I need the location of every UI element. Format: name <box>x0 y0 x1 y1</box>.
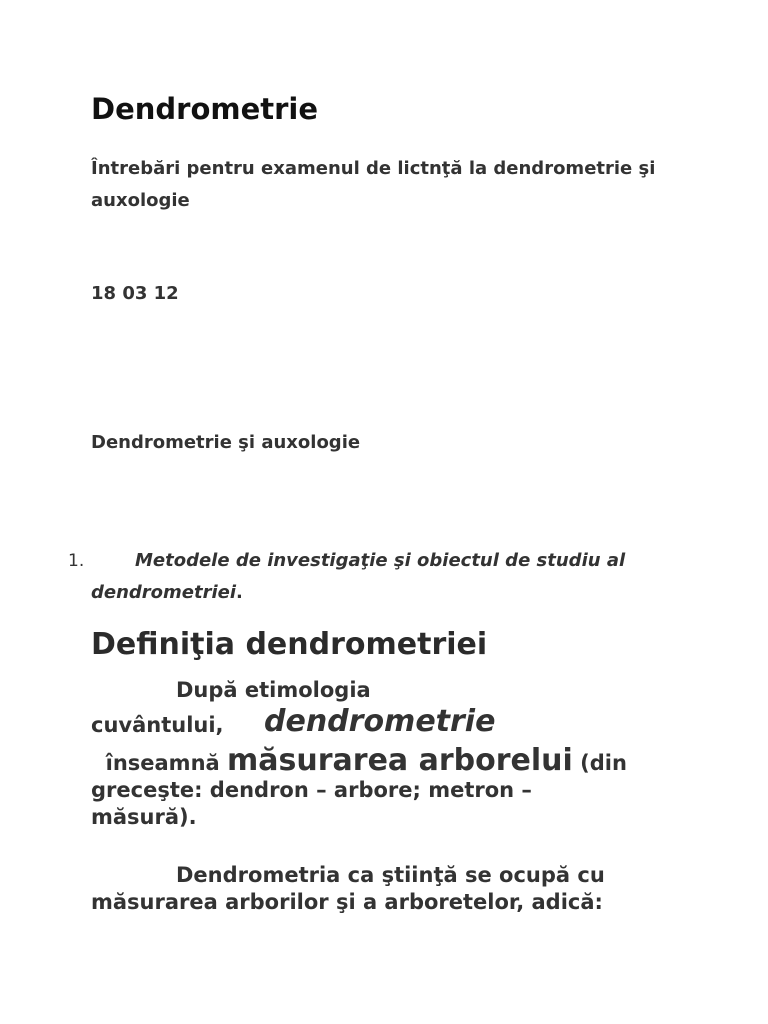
paragraph2-line-2: măsurarea arborilor şi a arboretelor, adică: <box>91 890 603 914</box>
subtitle-line-2: auxologie <box>91 190 190 211</box>
paragraph1-line-2: cuvântului, <box>91 713 224 737</box>
paragraph1-line3-prefix: înseamnă <box>105 751 220 775</box>
subtitle-line-1: Întrebări pentru examenul de lictnţă la dendrometrie şi <box>91 158 656 179</box>
question-text-term: dendrometriei <box>91 582 237 603</box>
subject-heading: Dendrometrie şi auxologie <box>91 432 361 453</box>
document-title: Dendrometrie <box>91 92 319 126</box>
question-text-line-2 <box>91 582 243 603</box>
question-period: . <box>236 582 243 603</box>
paragraph1-line-1: După etimologia <box>176 678 371 702</box>
paragraph1-line-5: măsură). <box>91 805 197 829</box>
document-subtitle <box>91 153 655 217</box>
question-text-line-1: Metodele de investigaţie şi obiectul de studiu al <box>135 550 626 571</box>
paragraph1-line-4: greceşte: dendron – arbore; metron – <box>91 778 532 802</box>
paragraph1-line3-suffix: (din <box>580 751 627 775</box>
paragraph1-emphasis: măsurarea arborelui <box>227 743 573 778</box>
paragraph1-term: dendrometrie <box>264 704 496 739</box>
paragraph1-line-3 <box>91 743 627 778</box>
document-date: 18 03 12 <box>91 283 179 304</box>
section-heading: Definiţia dendrometriei <box>91 627 488 662</box>
paragraph2-line-1: Dendrometria ca ştiinţă se ocupă cu <box>176 863 605 887</box>
question-number: 1. <box>68 551 85 571</box>
